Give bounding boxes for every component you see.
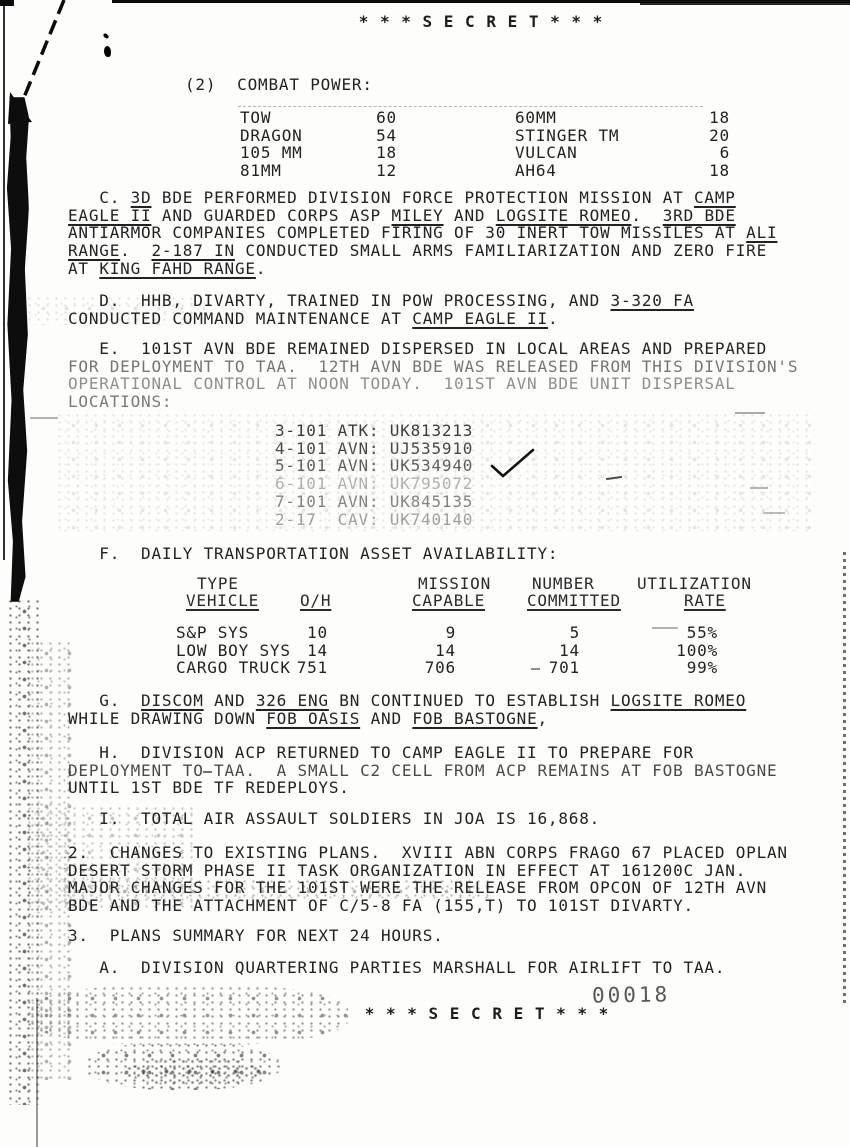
text-line: 3-101 ATK: UK813213 [275,421,474,440]
combat-power-row [240,127,730,145]
scan-artifact-bottom-cloud-3 [125,1058,265,1086]
text-line: 5-101 AVN: UK534940 [275,456,474,476]
text-line: LOCATIONS: [68,392,173,412]
number-committed-count: 701 [548,658,580,678]
transport-row [176,642,718,660]
weapon-count: 18 [709,161,730,181]
weapon-label: 105 MM [240,143,303,163]
scan-artifact-dash-3 [750,487,768,489]
on-hand-count: 10 [307,623,328,642]
text-line: UNTIL 1ST BDE TF REDEPLOYS. [68,778,350,798]
text-line: 4-101 AVN: UJ535910 [275,438,474,458]
text-line: EAGLE II AND GUARDED CORPS ASP MILEY AND LOGSITE ROMEO. 3RD BDE [68,205,736,225]
on-hand-count: 14 [307,640,328,660]
col-header-vehicle: VEHICLE [186,591,260,610]
text-line: BDE AND THE ATTACHMENT OF C/5-8 FA (155,T) TO 101ST DIVARTY. [68,896,694,916]
text-line: 3. PLANS SUMMARY FOR NEXT 24 HOURS. [68,926,444,945]
transport-table-rows [176,624,718,677]
scan-artifact-left-black-bar [6,97,29,602]
text-line: RANGE. 2-187 IN CONDUCTED SMALL ARMS FAMILIARIZATION AND ZERO FIRE [68,241,768,261]
vehicle-type: CARGO TRUCK [176,658,291,678]
paragraph-3a [68,959,828,977]
vehicle-type: LOW BOY SYS [176,640,291,660]
text-line: WHILE DRAWING DOWN FOB OASIS AND FOB BASTOGNE, [68,708,548,728]
number-committed-count: 5 [569,623,580,642]
combat-power-heading: (2) COMBAT POWER: [185,75,373,94]
col-header-capable: CAPABLE [412,591,486,610]
text-line: G. DISCOM AND 326 ENG BN CONTINUED TO ESTABLISH LOGSITE ROMEO [68,691,747,710]
text-line: F. DAILY TRANSPORTATION ASSET AVAILABILITY: [68,544,559,563]
text-line: E. 101ST AVN BDE REMAINED DISPERSED IN LOCAL AREAS AND PREPARED [68,339,767,358]
text-line: MAJOR CHANGES FOR THE 101ST WERE THE RELEASE FROM OPCON OF 12TH AVN [68,878,767,898]
transport-row [176,659,718,677]
weapon-label: STINGER TM [515,125,620,145]
paragraph-d [68,292,828,327]
utilization-rate: 99% [686,658,718,678]
paragraph-i [68,810,828,828]
weapon-count: 12 [376,161,397,181]
on-hand-count: 751 [296,658,328,678]
utilization-rate: 55% [686,623,718,642]
text-line: 7-101 AVN: UK845135 [275,491,474,511]
text-line: A. DIVISION QUARTERING PARTIES MARSHALL FOR AIRLIFT TO TAA. [68,958,726,977]
combat-power-table [240,109,730,180]
scan-artifact-dashed-line [238,106,703,107]
text-line: H. DIVISION ACP RETURNED TO CAMP EAGLE II TO PREPARE FOR [68,743,694,762]
col-header-type: TYPE [197,574,239,593]
weapon-count: 18 [376,143,397,163]
text-line: D. HHB, DIVARTY, TRAINED IN POW PROCESSING, AND 3-320 FA [68,291,694,310]
classification-banner-top: * * * S E C R E T * * * [358,12,604,31]
weapon-label: AH64 [515,161,557,181]
vehicle-type: S&P SYS [176,623,250,642]
scan-artifact-dash-4 [763,512,785,514]
weapon-count: 20 [709,125,730,145]
weapon-label: DRAGON [240,125,303,145]
weapon-count: 6 [719,143,730,163]
scan-artifact-top-edge-thick [640,0,850,5]
paragraph-h [68,744,828,797]
page-number-stamp: 00018 [591,982,671,1008]
scan-artifact-dash-2 [735,412,765,414]
weapon-count: 54 [376,125,397,145]
col-header-utilization: UTILIZATION [637,574,752,593]
text-line: ANTIARMOR COMPANIES COMPLETED FIRING OF 30 INERT TOW MISSILES AT ALI [68,223,778,243]
mission-capable-count: 9 [445,623,456,642]
transport-row [176,624,718,642]
paragraph-c [68,189,828,278]
scan-artifact-right-edge-streak [843,552,846,1007]
col-header-committed: COMMITTED [527,591,621,610]
weapon-label: 60MM [515,108,557,127]
utilization-rate: 100% [676,640,718,660]
weapon-label: 81MM [240,161,282,181]
weapon-label: TOW [240,108,272,127]
weapon-count: 60 [376,108,397,127]
paragraph-2 [68,844,828,915]
combat-power-row [240,109,730,127]
text-line: AT KING FAHD RANGE. [68,258,267,278]
text-line: 2. CHANGES TO EXISTING PLANS. XVIII ABN CORPS FRAGO 67 PLACED OPLAN [68,843,788,862]
unit-dispersal-list [275,422,473,528]
text-line: 2-17 CAV: UK740140 [275,509,474,529]
paragraph-g [68,692,828,727]
scan-artifact-ink-blot [104,46,111,57]
classification-banner-bottom: * * * S E C R E T * * * [364,1004,610,1023]
text-line: C. 3D BDE PERFORMED DIVISION FORCE PROTECTION MISSION AT CAMP [68,188,736,207]
text-line: OPERATIONAL CONTROL AT NOON TODAY. 101ST AVN BDE UNIT DISPERSAL [68,374,736,394]
paragraph-3 [68,927,828,945]
weapon-count: 18 [709,108,730,127]
paragraph-e [68,340,828,411]
text-line: 6-101 AVN: UK795072 [275,474,474,494]
mission-capable-count: 706 [424,658,456,678]
col-header-rate: RATE [684,591,726,610]
text-line: I. TOTAL AIR ASSAULT SOLDIERS IN JOA IS 16,868. [68,809,601,828]
text-line: DESERT STORM PHASE II TASK ORGANIZATION IN EFFECT AT 161200C JAN. [68,860,747,880]
text-line: FOR DEPLOYMENT TO TAA. 12TH AVN BDE WAS RELEASED FROM THIS DIVISION'S [68,356,799,376]
paragraph-f-heading [68,545,828,563]
combat-power-row [240,162,730,180]
col-header-oh: O/H [300,591,332,610]
weapon-label: VULCAN [515,143,578,163]
number-committed-count: 14 [559,640,580,660]
handwritten-checkmark-icon [490,447,536,479]
text-line: DEPLOYMENT TO TAA. A SMALL C2 CELL FROM ACP REMAINS AT FOB BASTOGNE [68,760,778,780]
text-line: CONDUCTED COMMAND MAINTENANCE AT CAMP EAGLE II. [68,308,559,328]
col-header-number: NUMBER [532,574,595,593]
combat-power-row [240,144,730,162]
mission-capable-count: 14 [435,640,456,660]
col-header-mission: MISSION [418,574,492,593]
scan-artifact-dash-1 [30,417,58,419]
